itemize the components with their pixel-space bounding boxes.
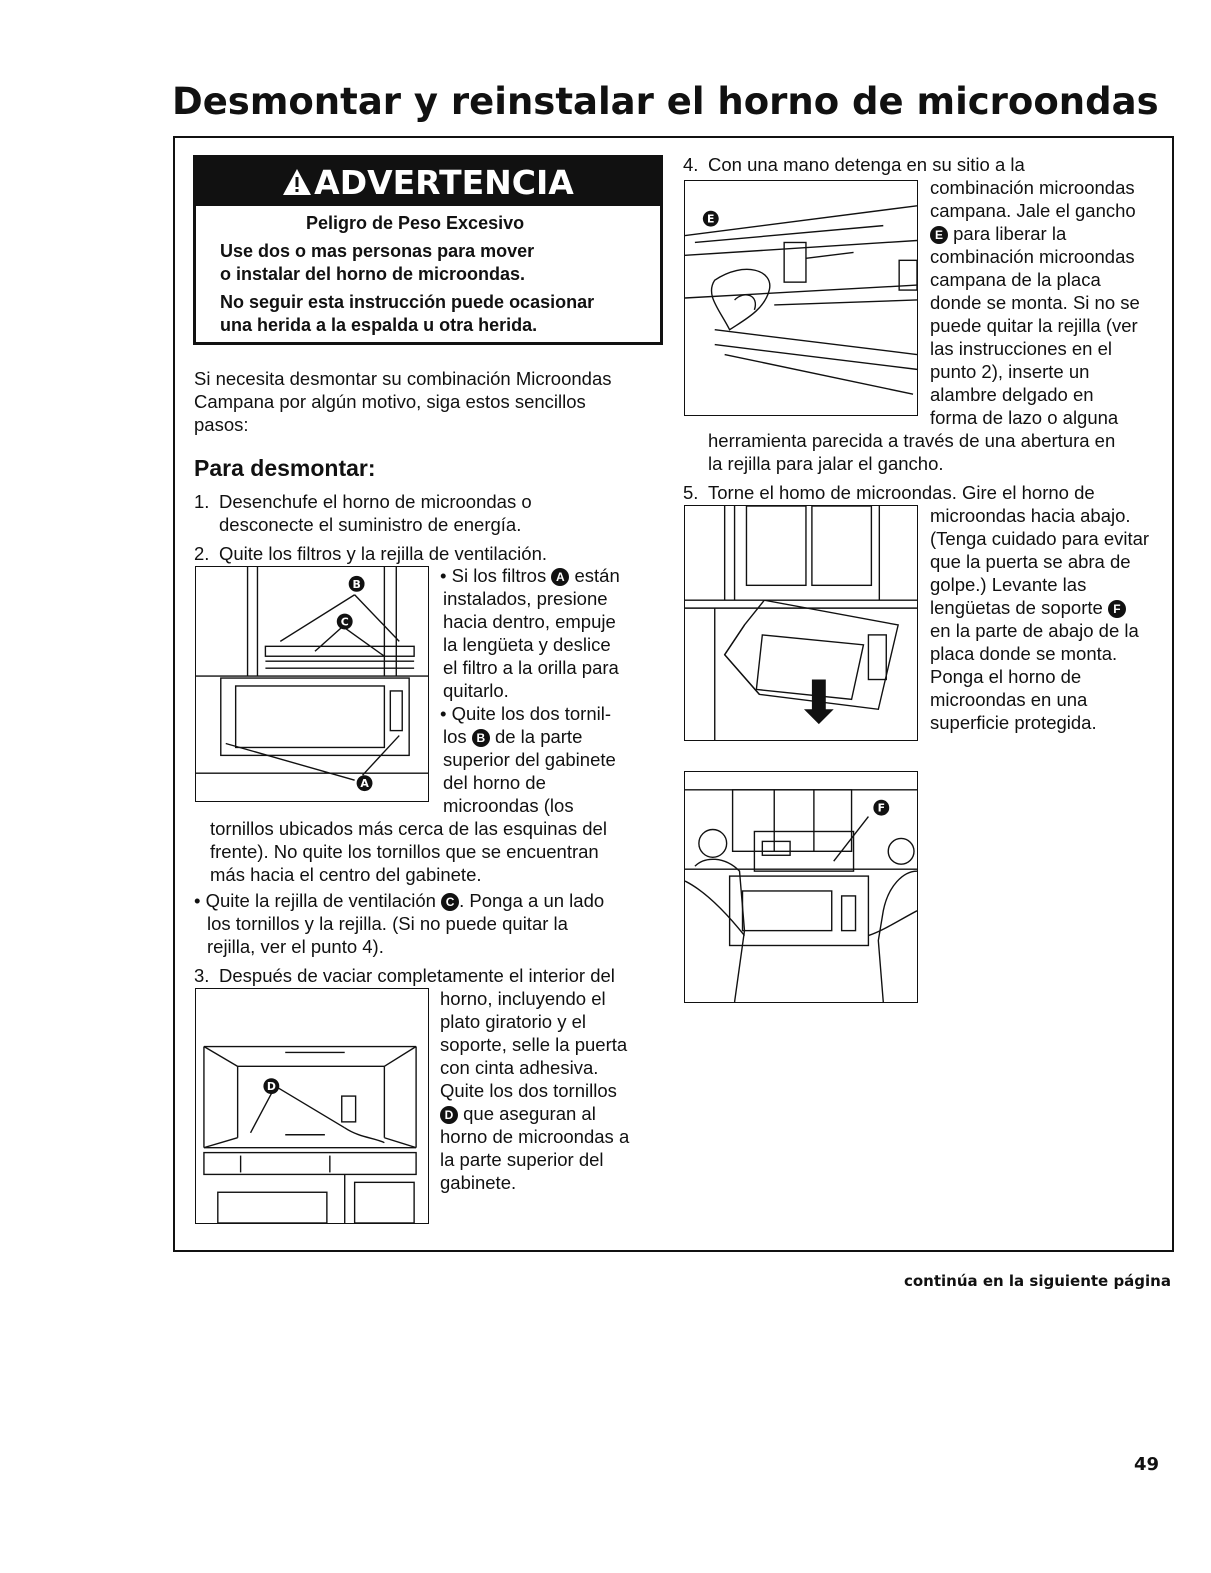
warning-line-2: o instalar del horno de microondas.	[220, 264, 526, 284]
badge-f: F	[1108, 600, 1126, 618]
figure-label-a1: A	[360, 777, 369, 791]
step1-number: 1.	[194, 491, 210, 512]
step3-line: Después de vaciar completamente el interior del	[219, 965, 615, 986]
figure-label-e1: E	[707, 212, 715, 226]
step2-side-a-6: quitarlo.	[443, 680, 509, 701]
warning-line-4: una herida a la espalda u otra herida.	[220, 315, 538, 335]
figure-label-b1: B	[352, 577, 361, 591]
step5-side-7: placa donde se monta.	[930, 643, 1118, 664]
step4-side-6: donde se monta. Si no se	[930, 292, 1140, 313]
figure-hook	[684, 180, 918, 416]
step3-number: 3.	[194, 965, 210, 986]
step3-side-4: con cinta adhesiva.	[440, 1057, 599, 1078]
step5-side-1: microondas hacia abajo.	[930, 505, 1131, 526]
step4-side-11: forma de lazo o alguna	[930, 407, 1119, 428]
step4-side-1: combinación microondas	[930, 177, 1135, 198]
intro-line-2: Campana por algún motivo, siga estos sencillos	[194, 391, 586, 412]
step4-number: 4.	[683, 154, 699, 175]
step2-side-b-3: superior del gabinete	[443, 749, 616, 770]
figure-label-f1: F	[877, 801, 886, 815]
badge-b: B	[472, 729, 490, 747]
step2-cont-3: más hacia el centro del gabinete.	[210, 864, 482, 885]
step5-side-6: en la parte de abajo de la	[930, 620, 1139, 641]
warning-line-1: Use dos o mas personas para mover	[220, 241, 535, 261]
step2-side-a-1: • Si los filtros A están	[440, 565, 620, 586]
step2-cont-1: tornillos ubicados más cerca de las esquinas del	[210, 818, 607, 839]
figure-filters	[195, 566, 429, 802]
step4-side-4: combinación microondas	[930, 246, 1135, 267]
step5-number: 5.	[683, 482, 699, 503]
step5-side-9: microondas en una	[930, 689, 1088, 710]
step5-side-8: Ponga el horno de	[930, 666, 1082, 687]
step4-cont-2: la rejilla para jalar el gancho.	[708, 453, 944, 474]
step2-side-a-2: instalados, presione	[443, 588, 608, 609]
step2-bullet-c-1: • Quite la rejilla de ventilación C . Ponga a un lado	[194, 890, 605, 911]
step5-side-10: superficie protegida.	[930, 712, 1097, 733]
step2-side-b-4: del horno de	[443, 772, 546, 793]
step5-side-4: golpe.) Levante las	[930, 574, 1087, 595]
badge-d: D	[440, 1106, 458, 1124]
step2-bullet-c-2: los tornillos y la rejilla. (Si no puede quitar la	[207, 913, 568, 934]
warning-subtitle: Peligro de Peso Excesivo	[306, 213, 525, 233]
warning-box	[193, 155, 663, 345]
intro-line-3: pasos:	[194, 414, 249, 435]
figure-screws	[195, 988, 429, 1224]
step4-side-3: E para liberar la	[930, 222, 1066, 245]
step5-side-2: (Tenga cuidado para evitar	[930, 528, 1150, 549]
step4-side-8: las instrucciones en el	[930, 338, 1113, 359]
badge-e: E	[930, 226, 948, 244]
step1-line-2: desconecte el suministro de energía.	[219, 514, 522, 535]
figure-label-d1: D	[266, 1080, 276, 1094]
section-heading: Para desmontar:	[194, 455, 376, 481]
step4-side-7: puede quitar la rejilla (ver	[930, 315, 1138, 336]
step3-side-7: horno de microondas a	[440, 1126, 630, 1147]
step4-side-5: campana de la placa	[930, 269, 1101, 290]
step3-side-5: Quite los dos tornillos	[440, 1080, 617, 1101]
step2-side-b-5: microondas (los	[443, 795, 574, 816]
warning-header-text: ADVERTENCIA	[314, 163, 574, 202]
step5-line: Torne el homo de microondas. Gire el horno de	[708, 482, 1095, 503]
step5-side-3: que la puerta se abra de	[930, 551, 1131, 572]
step3-side-3: soporte, selle la puerta	[440, 1034, 628, 1055]
step4-line: Con una mano detenga en su sitio a la	[708, 154, 1025, 175]
step3-side-6: D que aseguran al	[440, 1102, 596, 1125]
figure-label-c1: C	[340, 615, 349, 629]
step5-side-5: lengüetas de soporte F	[930, 596, 1126, 619]
step3-side-8: la parte superior del	[440, 1149, 604, 1170]
step4-side-9: punto 2), inserte un	[930, 361, 1090, 382]
step2-side-a-3: hacia dentro, empuje	[443, 611, 616, 632]
badge-a: A	[551, 568, 569, 586]
page-title: Desmontar y reinstalar el horno de microondas	[172, 80, 1159, 123]
step2-side-b-2: los B de la parte	[443, 726, 583, 747]
step2-line: Quite los filtros y la rejilla de ventilación.	[219, 543, 548, 564]
warning-line-3: No seguir esta instrucción puede ocasionar	[220, 292, 595, 312]
warning-header	[196, 158, 660, 206]
step4-side-10: alambre delgado en	[930, 384, 1094, 405]
figure-tilt	[684, 505, 918, 741]
step2-side-a-5: el filtro a la orilla para	[443, 657, 619, 678]
figure-two-people	[684, 771, 918, 1003]
step4-side-2: campana. Jale el gancho	[930, 200, 1136, 221]
step3-side-2: plato giratorio y el	[440, 1011, 587, 1032]
continued-note: continúa en la siguiente página	[903, 1272, 1171, 1290]
step4-cont-1: herramienta parecida a través de una abertura en	[708, 430, 1116, 451]
step3-side-1: horno, incluyendo el	[440, 988, 606, 1009]
step2-number: 2.	[194, 543, 210, 564]
page-number: 49	[1133, 1454, 1159, 1475]
intro-line-1: Si necesita desmontar su combinación Microondas	[194, 368, 612, 389]
step1-line-1: Desenchufe el horno de microondas o	[219, 491, 532, 512]
badge-c: C	[441, 893, 459, 911]
step2-bullet-c-3: rejilla, ver el punto 4).	[207, 936, 384, 957]
step3-side-9: gabinete.	[440, 1172, 517, 1193]
step2-side-a-4: la lengüeta y deslice	[443, 634, 611, 655]
step2-cont-2: frente). No quite los tornillos que se encuentran	[210, 841, 599, 862]
warning-triangle-icon	[282, 160, 312, 210]
step2-side-b-1: • Quite los dos tornil-	[440, 703, 611, 724]
